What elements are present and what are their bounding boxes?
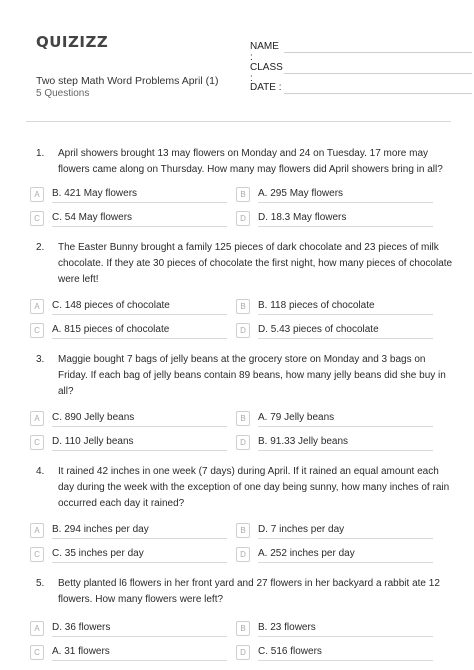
class-line bbox=[284, 73, 472, 74]
option-text: B. 421 May flowers bbox=[52, 188, 138, 199]
option-underline bbox=[258, 426, 433, 427]
option-underline bbox=[258, 450, 433, 451]
option-letter: D bbox=[236, 323, 250, 338]
header-divider bbox=[26, 121, 451, 122]
option-letter: D bbox=[236, 547, 250, 562]
question-text: Maggie bought 7 bags of jelly beans at the grocery store on Monday and 3 bags on Friday. If each bag of jelly beans contain 89 beans, how many jelly beans did she buy in all? bbox=[58, 354, 446, 397]
option-text: A. 79 Jelly beans bbox=[258, 412, 335, 423]
option-text: D. 36 flowers bbox=[52, 622, 111, 633]
date-field[interactable] bbox=[250, 82, 284, 93]
worksheet-title: Two step Math Word Problems April (1) bbox=[36, 75, 219, 87]
option-letter: D bbox=[236, 211, 250, 226]
option-underline bbox=[258, 538, 433, 539]
option-text: D. 18.3 May flowers bbox=[258, 212, 347, 223]
question-number: 4. bbox=[36, 466, 45, 477]
option-underline bbox=[258, 314, 433, 315]
question-number: 3. bbox=[36, 354, 45, 365]
option-underline bbox=[258, 226, 433, 227]
date-label: DATE : bbox=[250, 82, 282, 93]
option-underline bbox=[258, 660, 433, 661]
question-text: April showers brought 13 may flowers on Monday and 24 on Tuesday. 17 more may flowers came along on Thursday. How many may flowers did April showers bring in all? bbox=[58, 148, 443, 175]
option-letter: D bbox=[236, 645, 250, 660]
question-number: 2. bbox=[36, 242, 45, 253]
option-underline bbox=[258, 636, 433, 637]
question-number: 1. bbox=[36, 148, 45, 159]
question-text: It rained 42 inches in one week (7 days) during April. If it rained an equal amount each day during the week with the exception of one day being sunny, how many inches of rain occurred each day it rained? bbox=[58, 466, 450, 509]
option-underline bbox=[52, 450, 227, 451]
option-letter: A bbox=[30, 411, 44, 426]
question-text: The Easter Bunny brought a family 125 pieces of dark chocolate and 23 pieces of milk chocolate. If they ate 30 pieces of chocolate the first night, how many pieces of chocolate were left! bbox=[58, 242, 453, 285]
question-text: Betty planted l6 flowers in her front yard and 27 flowers in her backyard a rabbit ate 12 flowers. How many flowers were left? bbox=[58, 578, 440, 605]
question-number: 5. bbox=[36, 578, 45, 589]
option-underline bbox=[52, 538, 227, 539]
option-underline bbox=[258, 562, 433, 563]
option-letter: D bbox=[236, 435, 250, 450]
option-text: B. 294 inches per day bbox=[52, 524, 149, 535]
option-underline bbox=[52, 338, 227, 339]
option-text: A. 295 May flowers bbox=[258, 188, 344, 199]
option-text: D. 7 inches per day bbox=[258, 524, 345, 535]
option-letter: B bbox=[236, 299, 250, 314]
option-underline bbox=[52, 636, 227, 637]
option-letter: C bbox=[30, 435, 44, 450]
option-underline bbox=[52, 314, 227, 315]
option-text: C. 148 pieces of chocolate bbox=[52, 300, 170, 311]
option-underline bbox=[52, 562, 227, 563]
option-letter: A bbox=[30, 299, 44, 314]
option-underline bbox=[52, 226, 227, 227]
option-letter: A bbox=[30, 621, 44, 636]
date-line bbox=[284, 93, 472, 94]
option-underline bbox=[258, 202, 433, 203]
option-letter: B bbox=[236, 411, 250, 426]
name-field[interactable] bbox=[250, 41, 284, 63]
logo: QUIZIZZ bbox=[36, 33, 109, 51]
option-text: A. 815 pieces of chocolate bbox=[52, 324, 170, 335]
option-text: B. 118 pieces of chocolate bbox=[258, 300, 375, 311]
option-text: C. 890 Jelly beans bbox=[52, 412, 135, 423]
option-letter: B bbox=[236, 523, 250, 538]
option-text: B. 91.33 Jelly beans bbox=[258, 436, 349, 447]
option-text: B. 23 flowers bbox=[258, 622, 316, 633]
option-underline bbox=[52, 660, 227, 661]
option-text: C. 54 May flowers bbox=[52, 212, 133, 223]
option-underline bbox=[52, 426, 227, 427]
option-letter: C bbox=[30, 211, 44, 226]
option-letter: A bbox=[30, 187, 44, 202]
option-underline bbox=[52, 202, 227, 203]
class-field[interactable] bbox=[250, 62, 284, 84]
option-text: C. 35 inches per day bbox=[52, 548, 144, 559]
option-underline bbox=[258, 338, 433, 339]
name-label: NAME : bbox=[250, 41, 279, 63]
option-text: A. 31 flowers bbox=[52, 646, 110, 657]
option-text: C. 516 flowers bbox=[258, 646, 322, 657]
question-count: 5 Questions bbox=[36, 88, 90, 99]
class-label: CLASS : bbox=[250, 62, 283, 84]
option-letter: C bbox=[30, 547, 44, 562]
option-text: A. 252 inches per day bbox=[258, 548, 355, 559]
option-letter: C bbox=[30, 645, 44, 660]
option-letter: C bbox=[30, 323, 44, 338]
option-text: D. 5.43 pieces of chocolate bbox=[258, 324, 379, 335]
option-text: D. 110 Jelly beans bbox=[52, 436, 134, 447]
option-letter: A bbox=[30, 523, 44, 538]
option-letter: B bbox=[236, 621, 250, 636]
option-letter: B bbox=[236, 187, 250, 202]
name-line bbox=[284, 52, 472, 53]
